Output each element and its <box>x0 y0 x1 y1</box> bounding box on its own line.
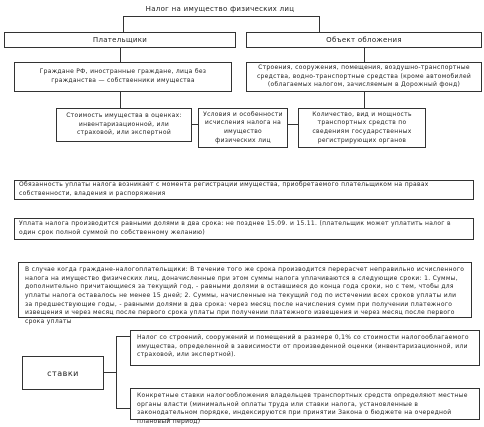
object-description: Строения, сооружения, помещения, воздушно-транспортные средства, водно-транспортные средства (кроме автомобилей (облагаемых налогом, зачисляемым в Дорожный фонд) <box>246 62 482 92</box>
connector <box>192 124 198 125</box>
page-title: Налог на имущество физических лиц <box>123 2 317 16</box>
rate-property: Налог со строений, сооружений и помещений в размере 0,1% со стоимости налогооблагаемого имущества, определенной в зависимости от произведенной оценки (инвентаризационной, или страховой, или экспертной). <box>130 330 480 366</box>
obligation-box: Обязанность уплаты налога возникает с момента регистрации имущества, приобретаемого плательщиком на правах собственности, владения и распоряжения <box>14 180 474 200</box>
payers-description: Граждане РФ, иностранные граждане, лица без гражданства — собственники имущества <box>14 62 232 92</box>
connector <box>116 336 130 337</box>
payment-box: Уплата налога производится равными долями в два срока: не позднее 15.09. и 15.11. (плательщик может уплатить налог в один срок полной суммой по собственному желанию) <box>14 218 474 240</box>
recalculation-box: В случае когда граждане-налогоплательщики: В течение того же срока производится перерасчет неправильно исчисленного налога на имущество физических лиц, доначисленные при этом суммы налога уплачиваются в следующие сроки: 1. Суммы, дополнительно причитающиеся за текущий год, - равными долями в оставшиеся до конца года сроки, но с тем, чтобы для уплаты налога оставалось не менее 15 дней; 2. Суммы, начисленные на текущий год по истечении всех сроков уплаты или за предшествующие годы, - равными долями в два срока: через месяц после начисления сумм при получении платежного извещения и через месяц после первого срока уплаты при получении платежного извещения и через месяц после первого срока уплаты <box>18 262 472 318</box>
connector <box>116 336 117 408</box>
rates-label: ставки <box>22 356 104 390</box>
payers-header: Плательщики <box>4 32 236 48</box>
connector <box>364 48 365 62</box>
connector <box>364 92 365 108</box>
detail-conditions: Условия и особенности исчисления налога на имущество физических лиц <box>198 108 288 148</box>
rate-transport: Конкретные ставки налогообложения владельцев транспортных средств определяют местные органы власти (минимальной оплаты труда или ставки налога, установленные в законодательном порядке, индексируются при принятии Закона о бюджете на очередной плановый период) <box>130 388 480 420</box>
connector <box>120 92 121 108</box>
detail-valuation: Стоимость имущества в оценках: инвентаризационной, или страховой, или экспертной <box>56 108 192 142</box>
title-frame <box>123 16 320 32</box>
object-header: Объект обложения <box>246 32 482 48</box>
connector <box>104 372 116 373</box>
detail-transport: Количество, вид и мощность транспортных средств по сведениям государственных регистрирующих органов <box>298 108 426 148</box>
connector <box>120 48 121 62</box>
connector <box>116 408 130 409</box>
connector <box>288 124 298 125</box>
